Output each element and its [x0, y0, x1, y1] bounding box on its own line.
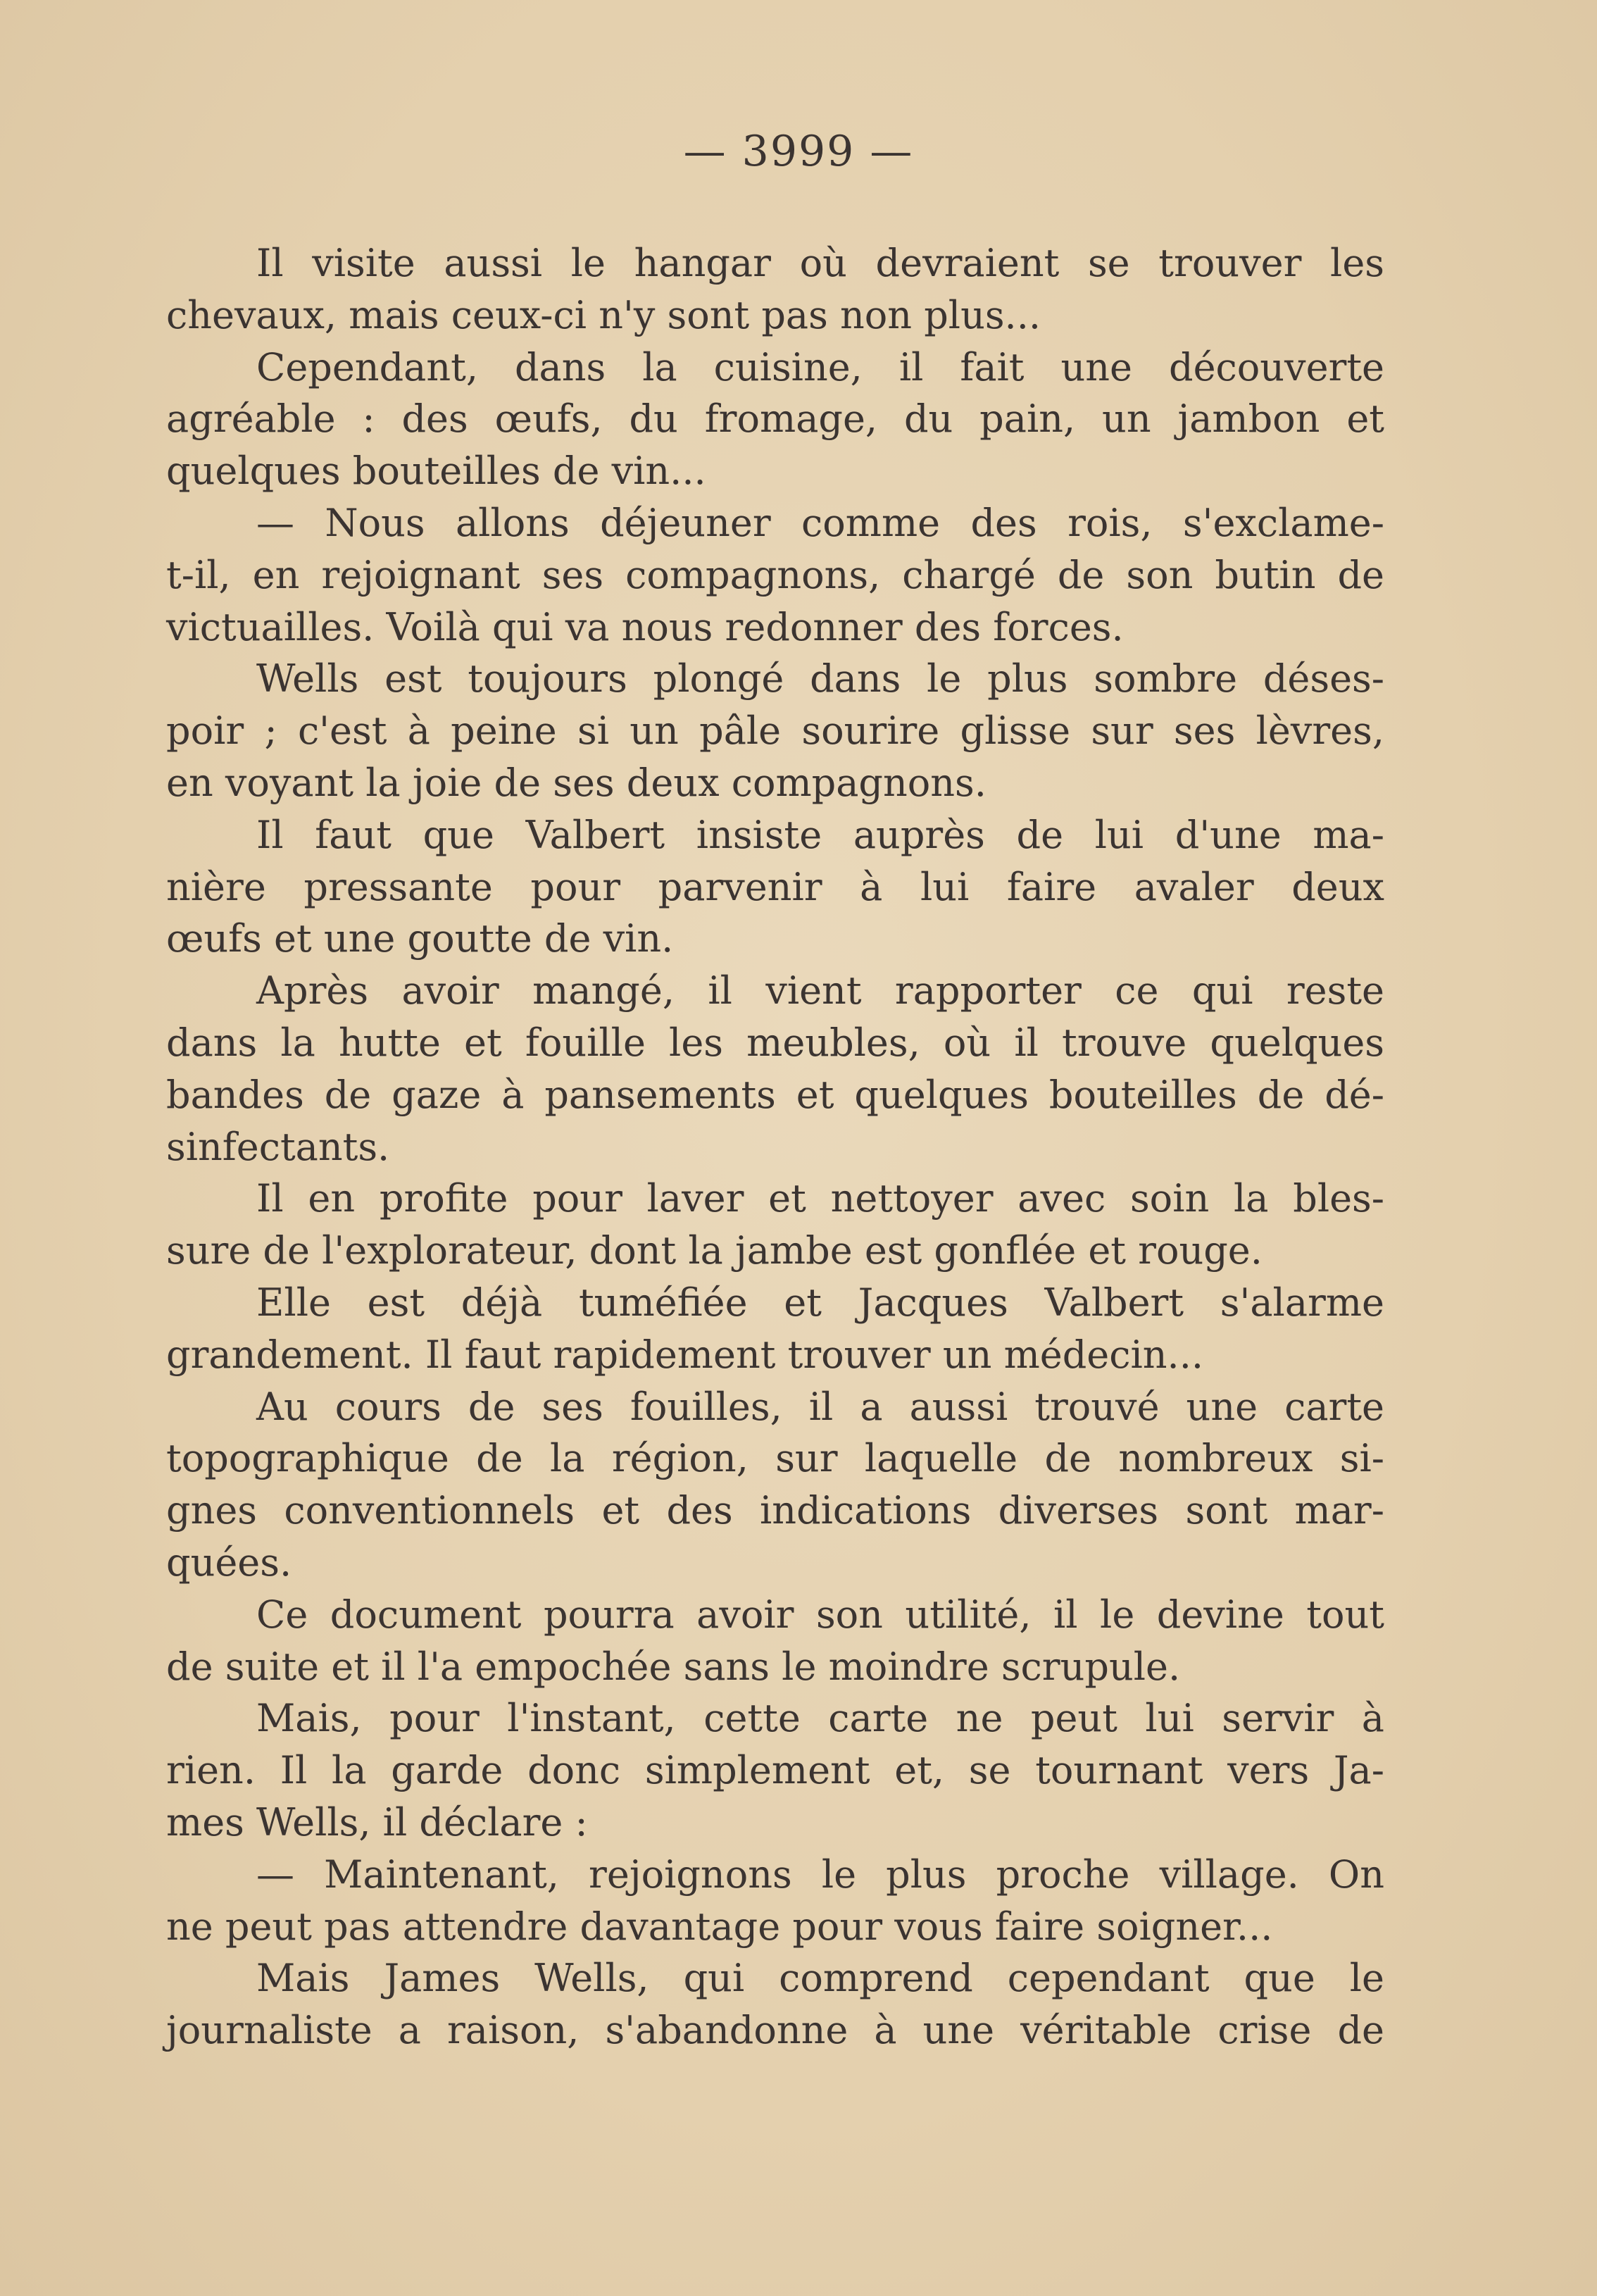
body-text — [166, 237, 1384, 2057]
paragraph — [166, 1692, 1384, 1848]
text-line: œufs et une goutte de vin. — [166, 916, 674, 961]
text-line: Il faut que Valbert insiste auprès de lui d'une ma- — [256, 812, 1384, 857]
text-line: dans la hutte et fouille les meubles, où il trouve quelques — [166, 1020, 1384, 1065]
text-line: Il visite aussi le hangar où devraient se trouver les — [256, 241, 1384, 285]
text-line: bandes de gaze à pansements et quelques bouteilles de dé- — [166, 1072, 1384, 1117]
text-line: Il en profite pour laver et nettoyer avec soin la bles- — [256, 1176, 1384, 1221]
text-line: poir ; c'est à peine si un pâle sourire glisse sur ses lèvres, — [166, 709, 1384, 754]
paragraph — [166, 497, 1384, 653]
paragraph — [166, 1381, 1384, 1589]
text-line: journaliste a raison, s'abandonne à une véritable crise de — [166, 2008, 1384, 2053]
text-line: ne peut pas attendre davantage pour vous faire soigner... — [166, 1904, 1273, 1949]
paragraph — [166, 809, 1384, 965]
paragraph — [166, 1849, 1384, 1953]
paragraph — [166, 342, 1384, 497]
text-line: sinfectants. — [166, 1124, 390, 1169]
text-line: gnes conventionnels et des indications diverses sont mar- — [166, 1488, 1384, 1533]
text-line: quées. — [166, 1540, 292, 1585]
text-line: agréable : des œufs, du fromage, du pain, un jambon et — [166, 397, 1384, 442]
page-number: — 3999 — — [683, 127, 914, 176]
paragraph — [166, 653, 1384, 809]
paragraph — [166, 1277, 1384, 1381]
text-line: mes Wells, il déclare : — [166, 1799, 588, 1845]
paragraph — [166, 1589, 1384, 1693]
text-line: Cependant, dans la cuisine, il fait une découverte — [256, 344, 1384, 389]
text-line: t-il, en rejoignant ses compagnons, chargé de son butin de — [166, 552, 1384, 597]
text-line: Mais, pour l'instant, cette carte ne peut lui servir à — [256, 1696, 1384, 1741]
text-line: — Nous allons déjeuner comme des rois, s'exclame- — [256, 500, 1384, 545]
text-line: Après avoir mangé, il vient rapporter ce qui reste — [256, 968, 1384, 1013]
paragraph — [166, 965, 1384, 1173]
text-line: topographique de la région, sur laquelle de nombreux si- — [166, 1436, 1384, 1481]
text-line: quelques bouteilles de vin... — [166, 449, 706, 494]
text-line: Ce document pourra avoir son utilité, il le devine tout — [256, 1592, 1384, 1637]
paragraph — [166, 237, 1384, 342]
text-line: Au cours de ses fouilles, il a aussi trouvé une carte — [256, 1384, 1384, 1429]
text-line: en voyant la joie de ses deux compagnons. — [166, 760, 987, 805]
text-line: sure de l'explorateur, dont la jambe est gonflée et rouge. — [166, 1228, 1263, 1273]
paragraph — [166, 1173, 1384, 1277]
text-line: — Maintenant, rejoignons le plus proche village. On — [256, 1852, 1384, 1897]
text-line: Mais James Wells, qui comprend cependant que le — [256, 1956, 1384, 2001]
text-line: grandement. Il faut rapidement trouver un médecin... — [166, 1332, 1204, 1377]
paragraph — [166, 1952, 1384, 2057]
text-line: victuailles. Voilà qui va nous redonner des forces. — [166, 604, 1124, 649]
text-line: de suite et il l'a empochée sans le moindre scrupule. — [166, 1644, 1181, 1689]
text-line: rien. Il la garde donc simplement et, se tournant vers Ja- — [166, 1748, 1384, 1793]
text-line: nière pressante pour parvenir à lui faire avaler deux — [166, 864, 1384, 909]
text-line: Elle est déjà tuméfiée et Jacques Valbert s'alarme — [256, 1280, 1384, 1325]
text-line: chevaux, mais ceux-ci n'y sont pas non plus... — [166, 292, 1041, 337]
text-line: Wells est toujours plongé dans le plus sombre déses- — [256, 656, 1384, 701]
